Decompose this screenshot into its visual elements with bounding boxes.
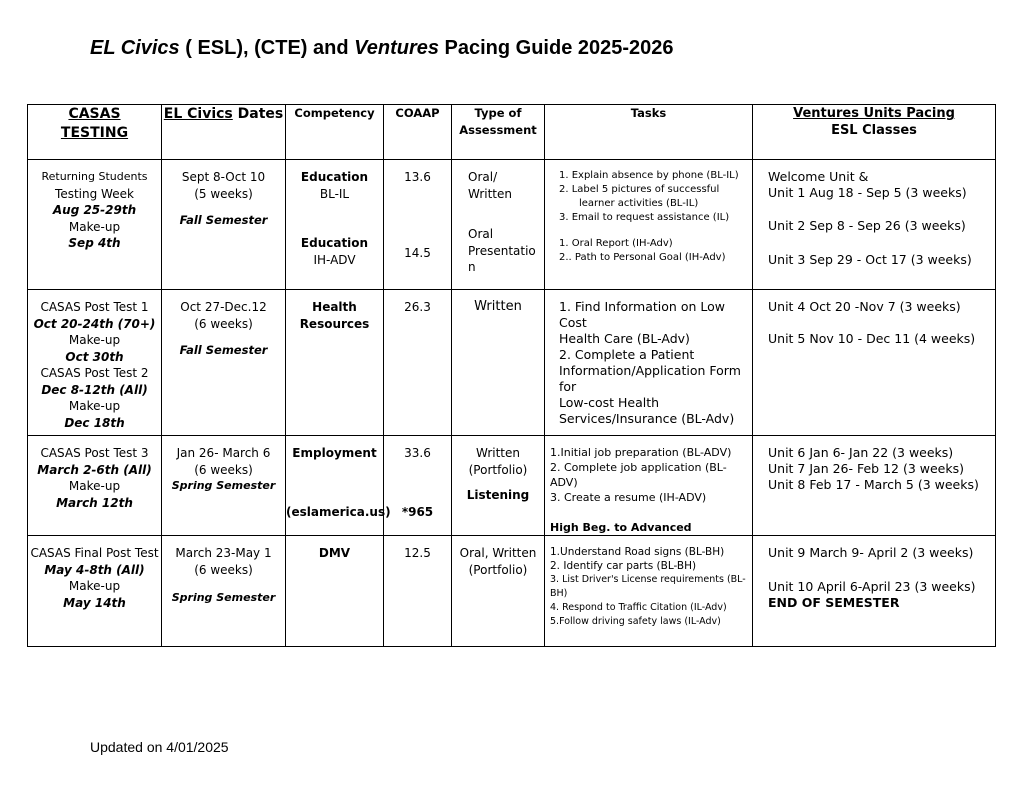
dates-cell: Sept 8-Oct 10 (5 weeks) Fall Semester <box>162 160 286 290</box>
tasks-cell: 1.Understand Road signs (BL-BH) 2. Identify car parts (BL-BH) 3. List Driver's License requirements (BL-BH) 4. Respond to Traffic Citation (IL-Adv) 5.Follow driving safety laws (IL-Adv) <box>545 536 753 647</box>
header-el-civics-dates <box>162 105 286 160</box>
dates-cell: March 23-May 1 (6 weeks) Spring Semester <box>162 536 286 647</box>
coaap-cell: 12.5 <box>384 536 452 647</box>
header-coaap: COAAP <box>384 105 452 160</box>
title-ventures: Ventures <box>354 37 439 59</box>
type-cell: Written <box>452 290 545 436</box>
competency-cell: Employment (eslamerica.us) <box>286 436 384 536</box>
header-competency: Competency <box>286 105 384 160</box>
header-row <box>28 105 996 160</box>
title-pacing-guide: Pacing Guide 2025-2026 <box>438 37 674 59</box>
header-ventures <box>753 105 996 160</box>
header-dates: Dates <box>232 106 284 122</box>
table-row <box>28 536 996 647</box>
title-esl-cte: ( ESL), (CTE) and <box>179 37 355 59</box>
header-casas-line2: TESTING <box>60 125 129 141</box>
tasks-cell: 1. Find Information on Low Cost Health Care (BL-Adv) 2. Complete a Patient Information/Application Form for Low-cost Health Services/Insurance (BL-Adv) <box>545 290 753 436</box>
table-row <box>28 436 996 536</box>
competency-cell: Health Resources <box>286 290 384 436</box>
type-cell: Written (Portfolio) Listening <box>452 436 545 536</box>
ventures-cell: Welcome Unit & Unit 1 Aug 18 - Sep 5 (3 weeks) Unit 2 Sep 8 - Sep 26 (3 weeks) Unit 3 Sep 29 - Oct 17 (3 weeks) <box>753 160 996 290</box>
header-type-line1: Type of <box>474 106 522 120</box>
header-type-of-assessment <box>452 105 545 160</box>
competency-cell: Education BL-IL Education IH-ADV <box>286 160 384 290</box>
table-row <box>28 290 996 436</box>
casas-cell: Returning Students Testing Week Aug 25-29th Make-up Sep 4th <box>28 160 162 290</box>
table-row <box>28 160 996 290</box>
page-title <box>90 37 674 60</box>
coaap-cell: 26.3 <box>384 290 452 436</box>
title-el-civics: EL Civics <box>90 37 180 59</box>
header-casas-line1: CASAS <box>68 106 121 122</box>
ventures-cell: Unit 6 Jan 6- Jan 22 (3 weeks) Unit 7 Jan 26- Feb 12 (3 weeks) Unit 8 Feb 17 - March 5 (3 weeks) <box>753 436 996 536</box>
tasks-cell: 1.Initial job preparation (BL-ADV) 2. Complete job application (BL-ADV) 3. Create a resume (IH-ADV) High Beg. to Advanced <box>545 436 753 536</box>
competency-cell: DMV <box>286 536 384 647</box>
ventures-cell: Unit 9 March 9- April 2 (3 weeks) Unit 10 April 6-April 23 (3 weeks) END OF SEMESTER <box>753 536 996 647</box>
dates-cell: Jan 26- March 6 (6 weeks) Spring Semester <box>162 436 286 536</box>
casas-cell: CASAS Final Post Test May 4-8th (All) Make-up May 14th <box>28 536 162 647</box>
casas-cell: CASAS Post Test 1 Oct 20-24th (70+) Make-up Oct 30th CASAS Post Test 2 Dec 8-12th (All) Make-up Dec 18th <box>28 290 162 436</box>
ventures-cell: Unit 4 Oct 20 -Nov 7 (3 weeks) Unit 5 Nov 10 - Dec 11 (4 weeks) <box>753 290 996 436</box>
coaap-cell: 33.6 *965 <box>384 436 452 536</box>
dates-cell: Oct 27-Dec.12 (6 weeks) Fall Semester <box>162 290 286 436</box>
casas-cell: CASAS Post Test 3 March 2-6th (All) Make-up March 12th <box>28 436 162 536</box>
header-tasks: Tasks <box>545 105 753 160</box>
updated-date: Updated on 4/01/2025 <box>90 739 229 755</box>
header-el-civics: EL Civics <box>163 106 233 122</box>
type-cell: Oral/ Written Oral Presentatio n <box>452 160 545 290</box>
tasks-cell: 1. Explain absence by phone (BL-IL) 2. Label 5 pictures of successful learner activities (BL-IL) 3. Email to request assistance (IL) 1. Oral Report (IH-Adv) 2.. Path to Personal Goal (IH-Adv) <box>545 160 753 290</box>
pacing-guide-table <box>27 104 996 647</box>
type-cell: Oral, Written (Portfolio) <box>452 536 545 647</box>
header-ventures-line2: ESL Classes <box>831 123 917 138</box>
header-type-line2: Assessment <box>459 123 537 137</box>
header-ventures-line1: Ventures Units Pacing <box>793 106 955 121</box>
coaap-cell: 13.6 14.5 <box>384 160 452 290</box>
header-casas-testing <box>28 105 162 160</box>
